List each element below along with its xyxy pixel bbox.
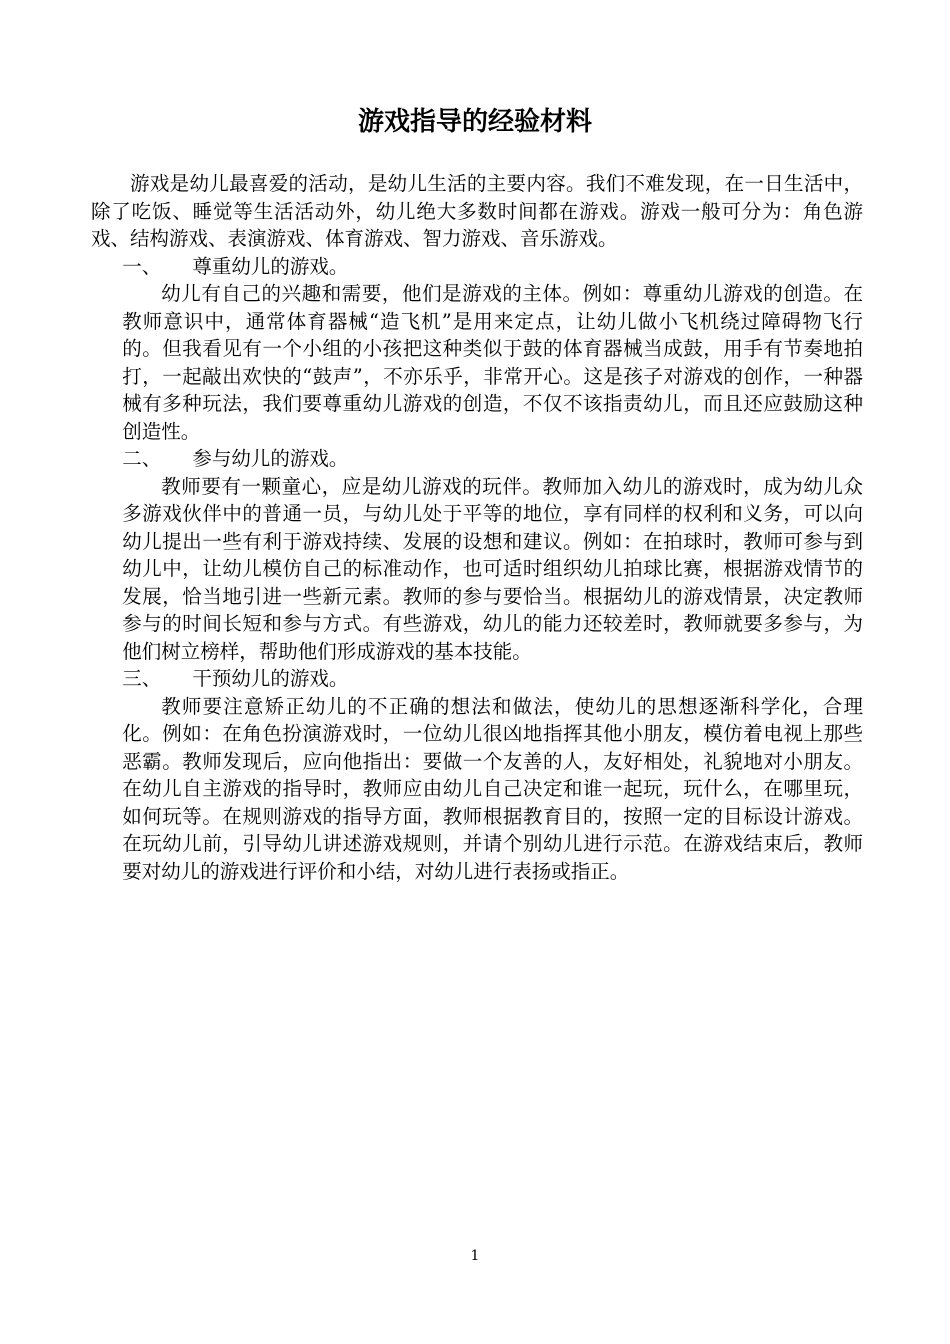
section-number-1: 一、: [122, 254, 162, 278]
intro-paragraph: 游戏是幼儿最喜爱的活动，是幼儿生活的主要内容。我们不难发现，在一日生活中，除了吃饭、睡觉等生活活动外，幼儿绝大多数时间都在游戏。游戏一般可分为：角色游戏、结构游戏、表演游戏、体育游戏、智力游戏、音乐游戏。: [91, 172, 863, 250]
section-heading-3: [91, 665, 863, 693]
section-heading-text-3: 干预幼儿的游戏。: [192, 667, 349, 690]
section-heading-2: [91, 445, 863, 473]
section-body-3: 教师要注意矫正幼儿的不正确的想法和做法，使幼儿的思想逐渐科学化，合理化。例如：在角色扮演游戏时，一位幼儿很凶地指挥其他小朋友，模仿着电视上那些恶霸。教师发现后，应向他指出：要做一个友善的人，友好相处，礼貌地对小朋友。在幼儿自主游戏的指导时，教师应由幼儿自己决定和谁一起玩，玩什么，在哪里玩，如何玩等。在规则游戏的指导方面，教师根据教育目的，按照一定的目标设计游戏。在玩幼儿前，引导幼儿讲述游戏规则，并请个别幼儿进行示范。在游戏结束后，教师要对幼儿的游戏进行评价和小结，对幼儿进行表扬或指正。: [122, 694, 863, 883]
document-body: [91, 170, 863, 885]
section-number-2: 二、: [122, 447, 162, 470]
section-heading-1: [91, 253, 863, 281]
section-body-1: 幼儿有自己的兴趣和需要，他们是游戏的主体。例如：尊重幼儿游戏的创造。在教师意识中，通常体育器械“造飞机”是用来定点，让幼儿做小飞机绕过障碍物飞行的。但我看见有一个小组的小孩把这种类似于鼓的体育器械当成鼓，用手有节奏地拍打，一起敲出欢快的“鼓声”，不亦乐乎，非常开心。这是孩子对游戏的创作，一种器械有多种玩法，我们要尊重幼儿游戏的创造，不仅不该指责幼儿，而且还应鼓励这种创造性。: [122, 282, 863, 443]
page-number: 1: [470, 1248, 480, 1264]
section-heading-text-1: 尊重幼儿的游戏。: [192, 254, 349, 278]
document-title: 游戏指导的经验材料: [357, 107, 592, 137]
section-number-3: 三、: [122, 667, 162, 690]
section-body-2: 教师要有一颗童心，应是幼儿游戏的玩伴。教师加入幼儿的游戏时，成为幼儿众多游戏伙伴中的普通一员，与幼儿处于平等的地位，享有同样的权利和义务，可以向幼儿提出一些有利于游戏持续、发展的设想和建议。例如：在拍球时，教师可参与到幼儿中，让幼儿模仿自己的标准动作，也可适时组织幼儿拍球比赛，根据游戏情节的发展，恰当地引进一些新元素。教师的参与要恰当。根据幼儿的游戏情景，决定教师参与的时间长短和参与方式。有些游戏，幼儿的能力还较差时，教师就要多参与，为他们树立榜样，帮助他们形成游戏的基本技能。: [122, 474, 863, 663]
section-heading-text-2: 参与幼儿的游戏。: [192, 447, 349, 470]
